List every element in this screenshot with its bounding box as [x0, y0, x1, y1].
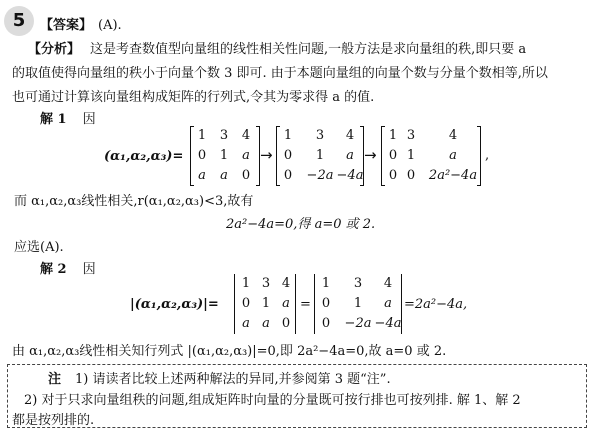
analysis-label: 【分析】: [28, 42, 81, 57]
solution2-line2: 由 α₁,α₂,α₃线性相关知行列式 |(α₁,α₂,α₃)|=0,即 2a²−4a=0,故 a=0 或 2.: [12, 344, 447, 359]
solution2-lhs: |(α₁,α₂,α₃)|=: [130, 297, 219, 312]
analysis-line-1: [28, 38, 526, 57]
matrix-bracket-left: [190, 126, 194, 186]
determinant-bar-right: [295, 274, 296, 334]
equals-sign: =: [300, 297, 311, 312]
note-line-3: 都是按列排的.: [12, 413, 95, 428]
matrix-bracket-right: [477, 126, 481, 186]
solution1-line2: 而 α₁,α₂,α₃线性相关,r(α₁,α₂,α₃)<3,故有: [14, 194, 254, 209]
answer-label: 【答案】: [40, 18, 93, 33]
matrix-3: 1 3 4 0 1 a 0 0 2a²−4a: [381, 126, 481, 186]
note-line-2: 2) 对于只求向量组秩的问题,组成矩阵时向量的分量既可按行排也可按列排. 解 1、解 2: [24, 393, 521, 408]
solution1-header: [40, 108, 96, 127]
answer-value: (A).: [98, 18, 122, 33]
solution1-line3: 2a²−4a=0,得 a=0 或 2.: [226, 217, 376, 232]
note-label: 注: [48, 372, 62, 387]
analysis-line-3: 也可通过计算该向量组构成矩阵的行列式,令其为零求得 a 的值.: [12, 90, 375, 105]
determinant-1: 1 3 4 0 1 a a a 0: [234, 274, 296, 334]
determinant-bar-left: [314, 274, 315, 334]
solution1-conclusion: 应选(A).: [14, 240, 64, 255]
solution1-lhs: (α₁,α₂,α₃)=: [104, 149, 184, 164]
determinant-bar-left: [234, 274, 235, 334]
arrow-icon: →: [364, 146, 377, 164]
solution2-lead: 因: [82, 262, 96, 277]
matrix-bracket-left: [276, 126, 280, 186]
analysis-text-1: 这是考查数值型向量组的线性相关性问题,一般方法是求向量组的秩,即只要 a: [90, 42, 527, 57]
matrix-2: 1 3 4 0 1 a 0 −2a −4a: [276, 126, 364, 186]
analysis-line-2: 的取值使得向量组的秩小于向量个数 3 即可. 由于本题向量组的向量个数与分量个数相等,所以: [12, 66, 548, 81]
solution1-trail: ,: [485, 148, 490, 163]
note-text-1: 1) 请读者比较上述两种解法的异同,并参阅第 3 题“注”.: [75, 372, 391, 387]
matrix-1: 1 3 4 0 1 a a a 0: [190, 126, 260, 186]
solution1-label: 解 1: [40, 112, 67, 127]
note-line-1: [48, 368, 391, 387]
arrow-icon: →: [260, 146, 273, 164]
answer-line: [40, 14, 122, 33]
solution2-label: 解 2: [40, 262, 67, 277]
solution2-header: [40, 258, 96, 277]
determinant-2: 1 3 4 0 1 a 0 −2a −4a: [314, 274, 402, 334]
matrix-bracket-left: [381, 126, 385, 186]
solution1-lead: 因: [82, 112, 96, 127]
question-number-badge: 5: [4, 6, 34, 36]
solution2-result: =2a²−4a,: [404, 297, 468, 312]
